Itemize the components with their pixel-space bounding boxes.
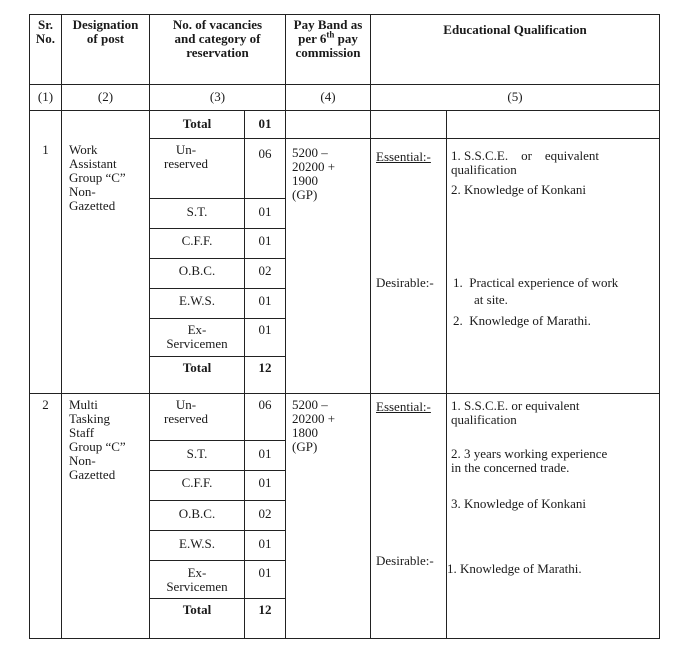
post-1-designation: Work Assistant Group “C” Non- Gazetted [69, 142, 126, 213]
post-1-value-obc: 02 [258, 263, 272, 278]
post-1-total-label: Total [182, 360, 212, 375]
post-1-value-st: 01 [258, 204, 272, 219]
post-1-total-value: 12 [258, 360, 272, 375]
header-vacancies: No. of vacancies and category of reservation [172, 17, 263, 60]
post-2-essential-1: 1. S.S.C.E. or equivalent qualification [451, 398, 580, 427]
header-designation: Designation of post [72, 17, 139, 46]
post-2-essential-2: 2. 3 years working experience in the concerned trade. [451, 446, 608, 475]
post-2-value-ex-servicemen: 01 [258, 565, 272, 580]
post-2-value-unreserved: 06 [258, 397, 272, 412]
overall-total-label: Total [182, 116, 212, 131]
post-1-essential-1: 1. S.S.C.E. or equivalent qualification [451, 148, 600, 177]
post-2-category-obc: O.B.C. [178, 506, 216, 521]
post-2-total-value: 12 [258, 602, 272, 617]
post-1-pay-band: 5200 – 20200 + 1900 (GP) [292, 145, 336, 202]
column-number-1: (1) [37, 89, 54, 104]
post-2-essential-3: 3. Knowledge of Konkani [451, 496, 587, 511]
post-2-category-ex-servicemen: Ex- Servicemen [166, 565, 228, 594]
overall-total-value: 01 [258, 116, 272, 131]
post-2-total-label: Total [182, 602, 212, 617]
column-number-5: (5) [507, 89, 523, 104]
post-2-value-obc: 02 [258, 506, 272, 521]
post-2-desirable-1: 1. Knowledge of Marathi. [447, 561, 582, 576]
post-1-desirable-1: 1. Practical experience of work at site. [453, 275, 619, 307]
post-2-pay-band: 5200 – 20200 + 1800 (GP) [292, 397, 336, 454]
post-1-category-st: S.T. [186, 204, 208, 219]
post-2-category-unreserved: Un- reserved [163, 397, 209, 426]
post-2-desirable-label: Desirable:- [376, 553, 434, 568]
column-number-3: (3) [209, 89, 226, 104]
post-1-value-ews: 01 [258, 293, 272, 308]
header-sr: Sr. No. [35, 17, 56, 46]
post-2-sr: 2 [42, 397, 49, 412]
post-1-essential-label: Essential:- [376, 149, 431, 164]
column-number-4: (4) [320, 89, 336, 104]
post-1-value-cff: 01 [258, 233, 272, 248]
header-pay-band: Pay Band as per 6th pay commission [293, 17, 363, 60]
post-1-desirable-2: 2. Knowledge of Marathi. [453, 313, 591, 328]
post-1-value-unreserved: 06 [258, 146, 272, 161]
column-number-2: (2) [97, 89, 114, 104]
post-1-category-unreserved: Un- reserved [163, 142, 209, 171]
header-qualification: Educational Qualification [443, 22, 587, 37]
post-2-value-ews: 01 [258, 536, 272, 551]
post-1-desirable-label: Desirable:- [376, 275, 434, 290]
post-1-category-ex-servicemen: Ex- Servicemen [166, 322, 228, 351]
post-1-value-ex-servicemen: 01 [258, 322, 272, 337]
post-2-designation: Multi Tasking Staff Group “C” Non- Gazetted [69, 397, 126, 482]
post-2-category-cff: C.F.F. [181, 475, 213, 490]
post-2-category-ews: E.W.S. [179, 536, 215, 551]
post-2-category-st: S.T. [186, 446, 208, 461]
post-1-category-cff: C.F.F. [181, 233, 213, 248]
post-1-sr: 1 [42, 142, 49, 157]
post-1-category-ews: E.W.S. [179, 293, 215, 308]
post-2-value-cff: 01 [258, 475, 272, 490]
post-1-category-obc: O.B.C. [178, 263, 216, 278]
post-1-essential-2: 2. Knowledge of Konkani [451, 182, 587, 197]
post-2-value-st: 01 [258, 446, 272, 461]
post-2-essential-label: Essential:- [376, 399, 431, 414]
